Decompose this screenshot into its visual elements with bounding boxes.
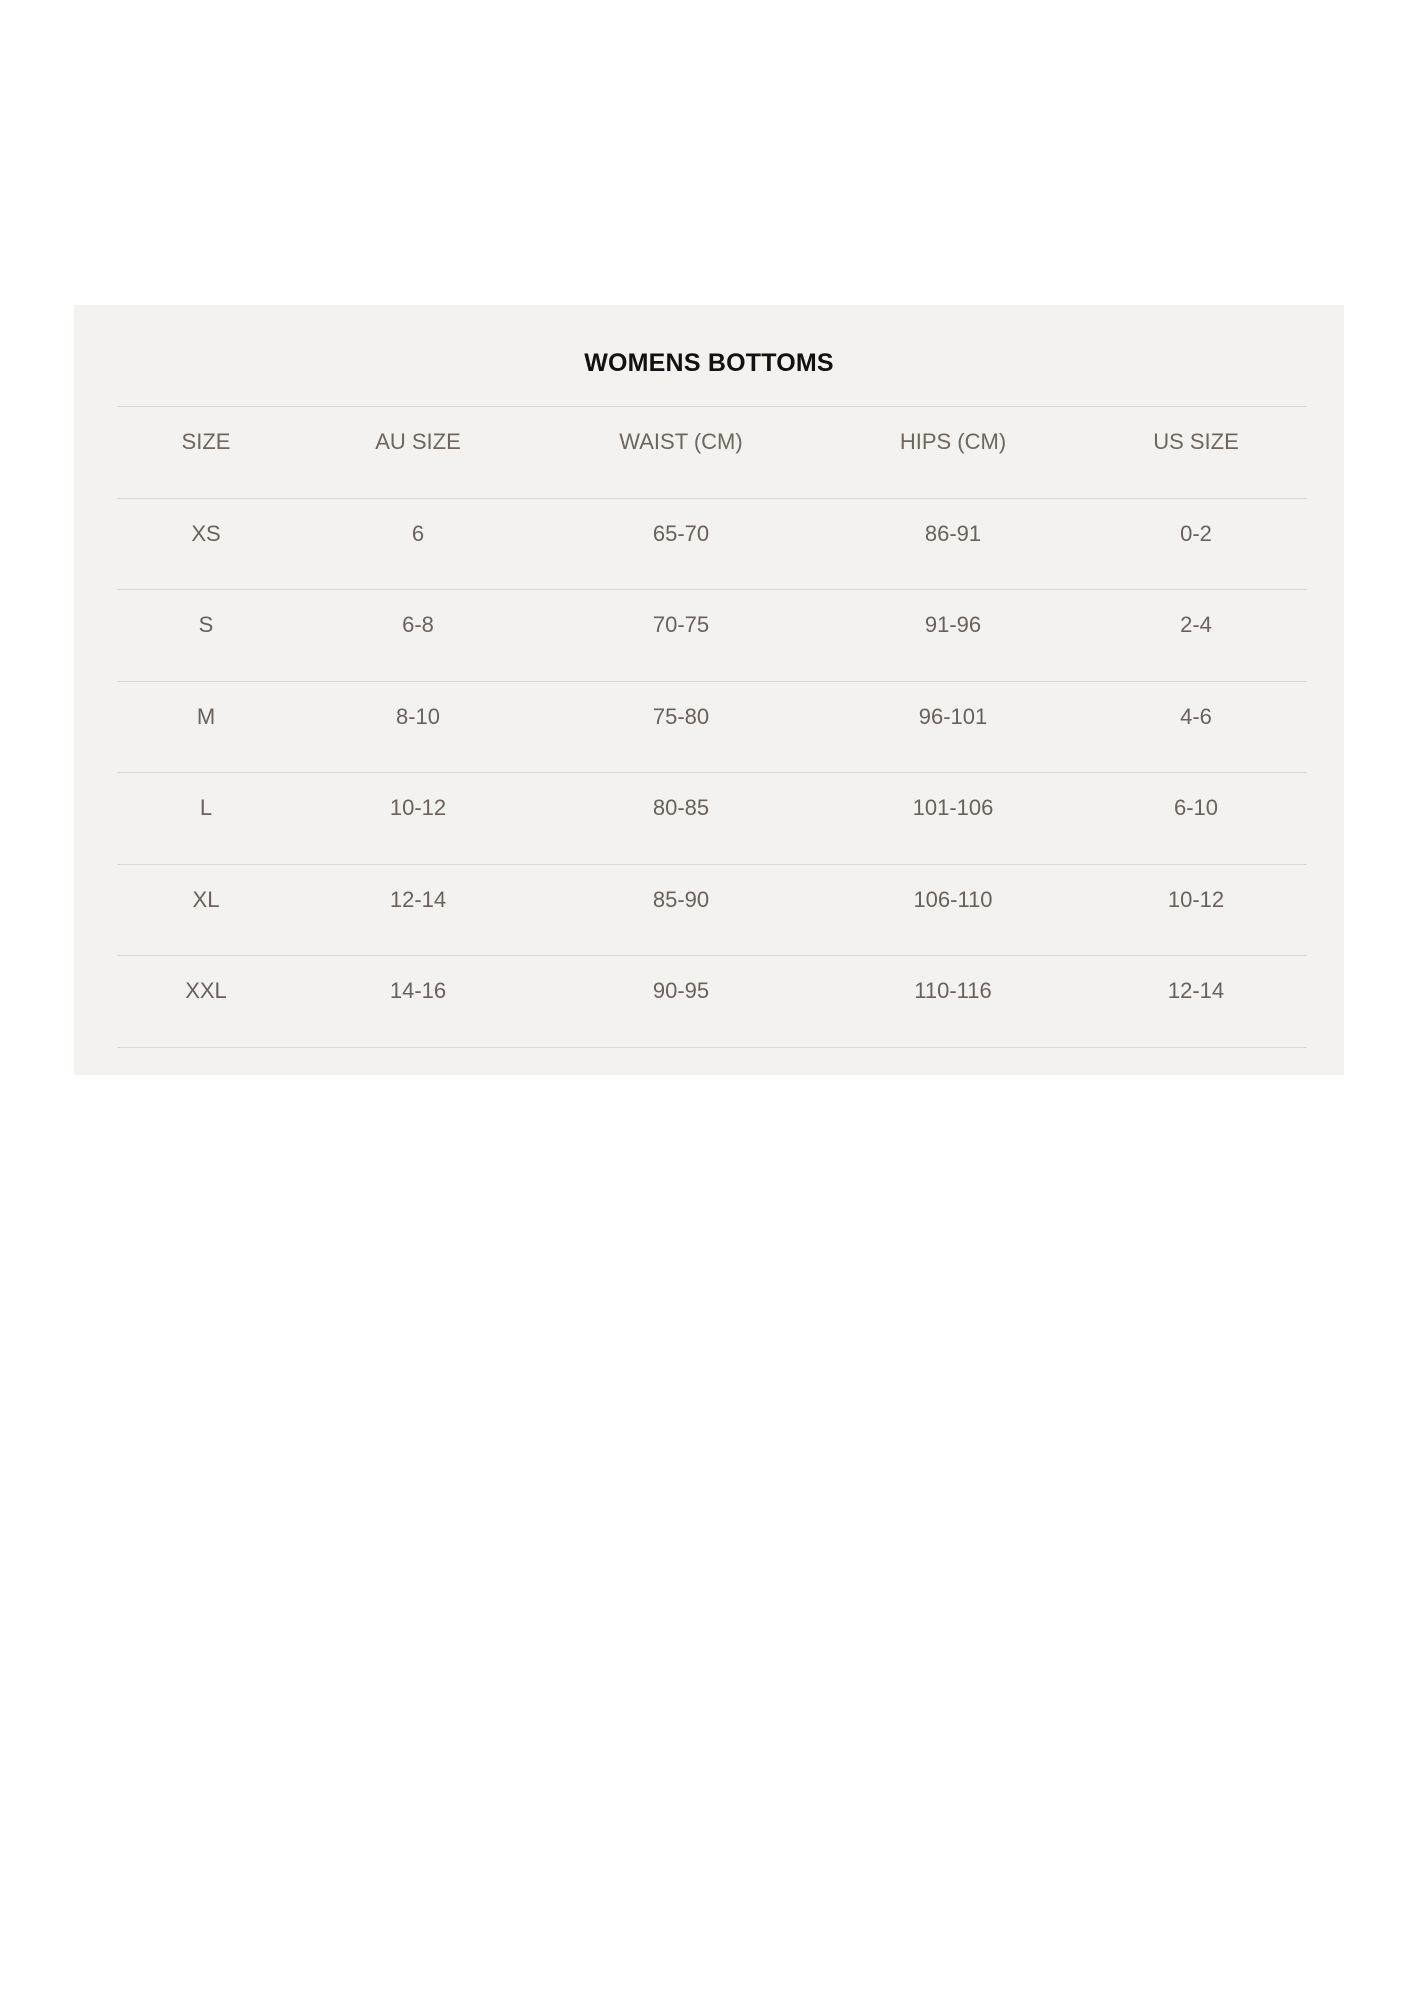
size-cell: XS bbox=[191, 520, 221, 546]
us-size-cell: 2-4 bbox=[1180, 612, 1212, 638]
waist-cell: 65-70 bbox=[652, 520, 710, 546]
hips-cell: 110-116 bbox=[914, 978, 992, 1004]
header-waist: WAIST (CM) bbox=[619, 429, 743, 455]
header-us-size: US SIZE bbox=[1153, 429, 1239, 455]
hips-cell: 101-106 bbox=[912, 795, 994, 821]
au-size-cell: 14-16 bbox=[389, 978, 447, 1004]
header-size: SIZE bbox=[181, 429, 231, 455]
us-size-cell: 12-14 bbox=[1167, 978, 1225, 1004]
hips-cell: 91-96 bbox=[924, 612, 982, 638]
size-chart-card bbox=[74, 305, 1344, 1075]
header-hips: HIPS (CM) bbox=[899, 429, 1007, 455]
hips-cell: 106-110 bbox=[913, 886, 993, 912]
size-cell: M bbox=[196, 703, 216, 729]
table-header-row bbox=[117, 407, 1307, 499]
waist-cell: 75-80 bbox=[652, 703, 710, 729]
table-row bbox=[117, 773, 1307, 865]
size-cell: XL bbox=[192, 886, 220, 912]
waist-cell: 80-85 bbox=[652, 795, 710, 821]
hips-cell: 96-101 bbox=[918, 703, 988, 729]
table-row bbox=[117, 956, 1307, 1048]
us-size-cell: 6-10 bbox=[1173, 795, 1219, 821]
table-row bbox=[117, 865, 1307, 957]
header-au-size: AU SIZE bbox=[375, 429, 461, 455]
waist-cell: 90-95 bbox=[652, 978, 710, 1004]
table-row bbox=[117, 682, 1307, 774]
au-size-cell: 6-8 bbox=[402, 612, 434, 638]
size-cell: L bbox=[199, 795, 213, 821]
size-cell: XXL bbox=[185, 978, 227, 1004]
us-size-cell: 4-6 bbox=[1180, 703, 1212, 729]
waist-cell: 70-75 bbox=[652, 612, 710, 638]
au-size-cell: 12-14 bbox=[389, 886, 447, 912]
hips-cell: 86-91 bbox=[924, 520, 982, 546]
table-row bbox=[117, 499, 1307, 591]
au-size-cell: 6 bbox=[411, 520, 425, 546]
size-cell: S bbox=[198, 612, 214, 638]
size-table bbox=[117, 406, 1307, 1048]
au-size-cell: 10-12 bbox=[389, 795, 447, 821]
table-row bbox=[117, 590, 1307, 682]
us-size-cell: 10-12 bbox=[1167, 886, 1225, 912]
us-size-cell: 0-2 bbox=[1180, 520, 1212, 546]
au-size-cell: 8-10 bbox=[395, 703, 441, 729]
table-title: WOMENS BOTTOMS bbox=[584, 349, 834, 377]
waist-cell: 85-90 bbox=[652, 886, 710, 912]
